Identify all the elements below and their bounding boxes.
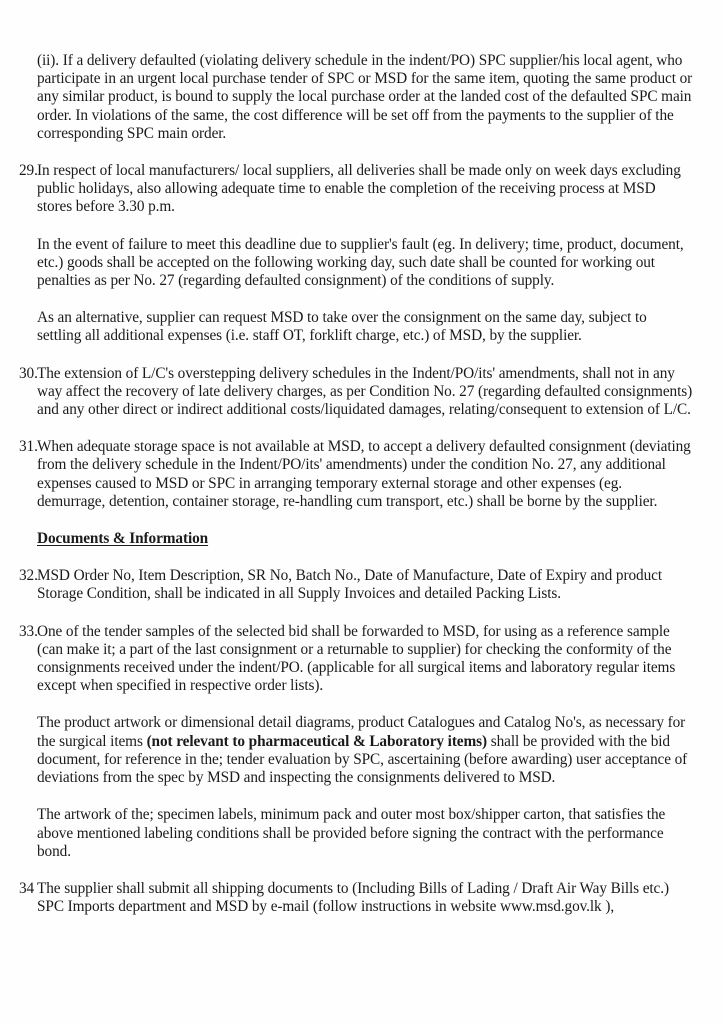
clause-31 bbox=[19, 438, 693, 511]
clause-33-paragraph-2-bold-note: (not relevant to pharmaceutical & Laboratory items) bbox=[146, 732, 487, 750]
clause-30 bbox=[19, 365, 693, 420]
clause-33-paragraph-2 bbox=[37, 714, 693, 787]
clause-31-number: 31. bbox=[19, 438, 38, 456]
clause-33-paragraph-3: The artwork of the; specimen labels, minimum pack and outer most box/shipper carton, that satisfies the above mentioned labeling conditions shall be provided before signing the contract with the performance bond. bbox=[37, 806, 666, 860]
clause-32 bbox=[19, 567, 693, 603]
clause-29-number: 29. bbox=[19, 162, 38, 180]
clause-29 bbox=[19, 162, 693, 346]
paragraph-body: If a delivery defaulted (violating delivery schedule in the indent/PO) SPC supplier/his local agent, who participate in an urgent local purchase tender of SPC or MSD for the same item, quoting the same product or any similar product, is bound to supply the local purchase order at the landed cost of the defaulted SPC main order. In violations of the same, the cost difference will be set off from the payments to the supplier of the corresponding SPC main order. bbox=[37, 52, 693, 142]
clause-30-number: 30. bbox=[19, 364, 38, 382]
clause-34-number: 34 bbox=[19, 879, 35, 897]
clause-30-paragraph-1: The extension of L/C's overstepping delivery schedules in the Indent/PO/its' amendments, shall not in any way affect the recovery of late delivery charges, as per Condition No. 27 (regarding defaulted consignments) and any other direct or indirect additional costs/liquidated damages, relating/consequent to extension of L/C. bbox=[37, 364, 693, 419]
clause-33-number: 33. bbox=[19, 622, 38, 640]
paragraph-ii-text bbox=[37, 52, 693, 143]
clause-33-paragraph-2-lead: The product artwork or dimensional detail diagrams, product Catalogues and Catalog No's, as necessary for the surgical items bbox=[37, 714, 686, 750]
clause-34-paragraph-1: The supplier shall submit all shipping documents to (Including Bills of Lading / Draft Air Way Bills etc.) SPC Imports department and MSD by e-mail (follow instructions in website www.msd.gov.lk ), bbox=[37, 879, 669, 916]
section-heading-documents-information: Documents & Information bbox=[37, 530, 209, 548]
clause-32-number: 32. bbox=[19, 567, 38, 585]
clause-29-paragraph-1: In respect of local manufacturers/ local suppliers, all deliveries shall be made only on week days excluding public holidays, also allowing adequate time to enable the completion of the receiving process at MSD stores before 3.30 p.m. bbox=[37, 162, 681, 216]
clause-29-paragraph-2: In the event of failure to meet this deadline due to supplier's fault (eg. In delivery; time, product, document, etc.) goods shall be accepted on the following working day, such date shall be counted for working out penalties as per No. 27 (regarding defaulted consignment) of the conditions of supply. bbox=[37, 235, 684, 290]
paragraph-ii bbox=[19, 52, 693, 143]
clause-33 bbox=[19, 623, 693, 861]
clause-34 bbox=[19, 880, 693, 916]
clause-33-paragraph-1: One of the tender samples of the selected bid shall be forwarded to MSD, for using as a reference sample (can make it; a part of the last consignment or a returnable to supplier) for checking the conformity of the consignments received under the indent/PO. (applicable for all surgical items and laboratory regular items except when specified in respective order lists). bbox=[37, 622, 676, 695]
clause-32-paragraph-1: MSD Order No, Item Description, SR No, Batch No., Date of Manufacture, Date of Expiry and product Storage Condition, shall be indicated in all Supply Invoices and detailed Packing Lists. bbox=[37, 567, 662, 603]
clause-33-paragraph-2-tail: shall be provided with the bid document, for reference in the; tender evaluation by SPC, ascertaining (before awarding) user acceptance of deviations from the spec by MSD and inspecting the consignments delivered to MSD. bbox=[37, 732, 688, 787]
clause-31-paragraph-1: When adequate storage space is not available at MSD, to accept a delivery defaulted consignment (deviating from the delivery schedule in the Indent/PO/its' amendments) under the condition No. 27, any additional expenses caused to MSD or SPC in arranging temporary external storage and other expenses (eg. demurrage, detention, container storage, re-handling cum transport, etc.) shall be borne by the supplier. bbox=[37, 438, 691, 510]
list-marker-ii: (ii). bbox=[37, 52, 60, 69]
clause-29-paragraph-3: As an alternative, supplier can request MSD to take over the consignment on the same day, subject to settling all additional expenses (i.e. staff OT, forklift charge, etc.) of MSD, by the supplier. bbox=[37, 309, 647, 345]
